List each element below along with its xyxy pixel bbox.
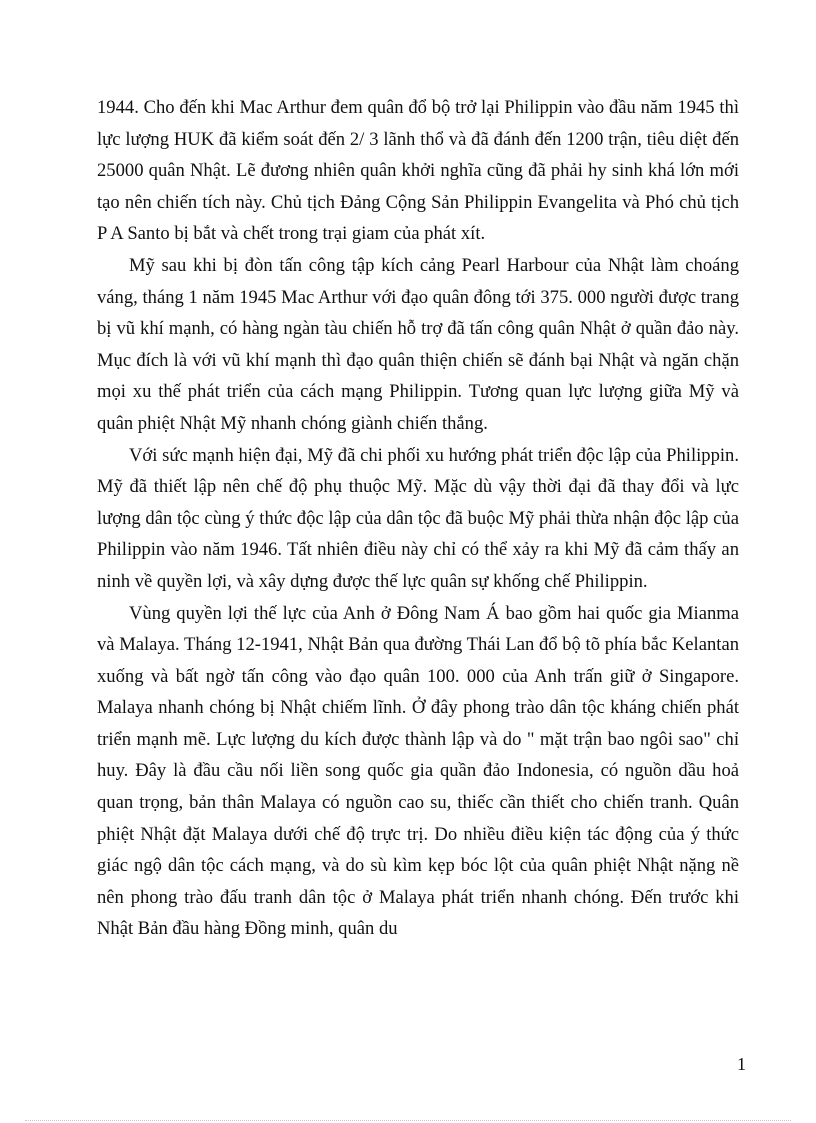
paragraph-4: Vùng quyền lợi thế lực của Anh ở Đông Nam Á bao gồm hai quốc gia Mianma và Malaya. Tháng 12-1941, Nhật Bản qua đường Thái Lan đổ bộ tõ phía bắc Kelantan xuống và bất ngờ tấn công vào đạo quân 100. 000 của Anh trấn giữ ở Singapore. Malaya nhanh chóng bị Nhật chiếm lĩnh. Ở đây phong trào dân tộc kháng chiến phát triển mạnh mẽ. Lực lượng du kích được thành lập và do " mặt trận bao ngôi sao" chỉ huy. Đây là đầu cầu nối liền song quốc gia quần đảo Indonesia, có nguồn dầu hoả quan trọng, bản thân Malaya có nguồn cao su, thiếc cần thiết cho chiến tranh. Quân phiệt Nhật đặt Malaya dưới chế độ trực trị. Do nhiều điều kiện tác động của ý thức giác ngộ dân tộc cách mạng, và do sù kìm kẹp bóc lột của quân phiệt Nhật nặng nề nên phong trào đấu tranh dân tộc ở Malaya phát triển nhanh chóng. Đến trước khi Nhật Bản đầu hàng Đồng minh, quân du <box>97 602 739 940</box>
document-body <box>97 92 739 945</box>
page-number: 1 <box>737 1054 746 1074</box>
paragraph-2: Mỹ sau khi bị đòn tấn công tập kích cảng Pearl Harbour của Nhật làm choáng váng, tháng 1 năm 1945 Mac Arthur với đạo quân đông tới 375. 000 người được trang bị vũ khí mạnh, có hàng ngàn tàu chiến hỗ trợ đã tấn công quân Nhật ở quần đảo này. Mục đích là với vũ khí mạnh thì đạo quân thiện chiến sẽ đánh bại Nhật và ngăn chặn mọi xu thế phát triển của cách mạng Philippin. Tương quan lực lượng giữa Mỹ và quân phiệt Nhật Mỹ nhanh chóng giành chiến thắng. <box>97 254 739 434</box>
paragraph-3: Với sức mạnh hiện đại, Mỹ đã chi phối xu hướng phát triển độc lập của Philippin. Mỹ đã thiết lập nên chế độ phụ thuộc Mỹ. Mặc dù vậy thời đại đã thay đổi và lực lượng dân tộc cùng ý thức độc lập của dân tộc đã buộc Mỹ phải thừa nhận độc lập của Philippin vào năm 1946. Tất nhiên điều này chỉ có thể xảy ra khi Mỹ đã cảm thấy an ninh về quyền lợi, và xây dựng được thế lực quân sự khống chế Philippin. <box>97 444 739 592</box>
paragraph-1: 1944. Cho đến khi Mac Arthur đem quân đổ bộ trở lại Philippin vào đầu năm 1945 thì lực lượng HUK đã kiểm soát đến 2/ 3 lãnh thổ và đã đánh đến 1200 trận, tiêu diệt đến 25000 quân Nhật. Lẽ đương nhiên quân khởi nghĩa cũng đã phải hy sinh khá lớn mới tạo nên chiến tích này. Chủ tịch Đảng Cộng Sản Philippin Evangelita và Phó chủ tịch P A Santo bị bắt và chết trong trại giam của phát xít. <box>97 97 739 245</box>
page-bottom-divider <box>25 1120 791 1121</box>
